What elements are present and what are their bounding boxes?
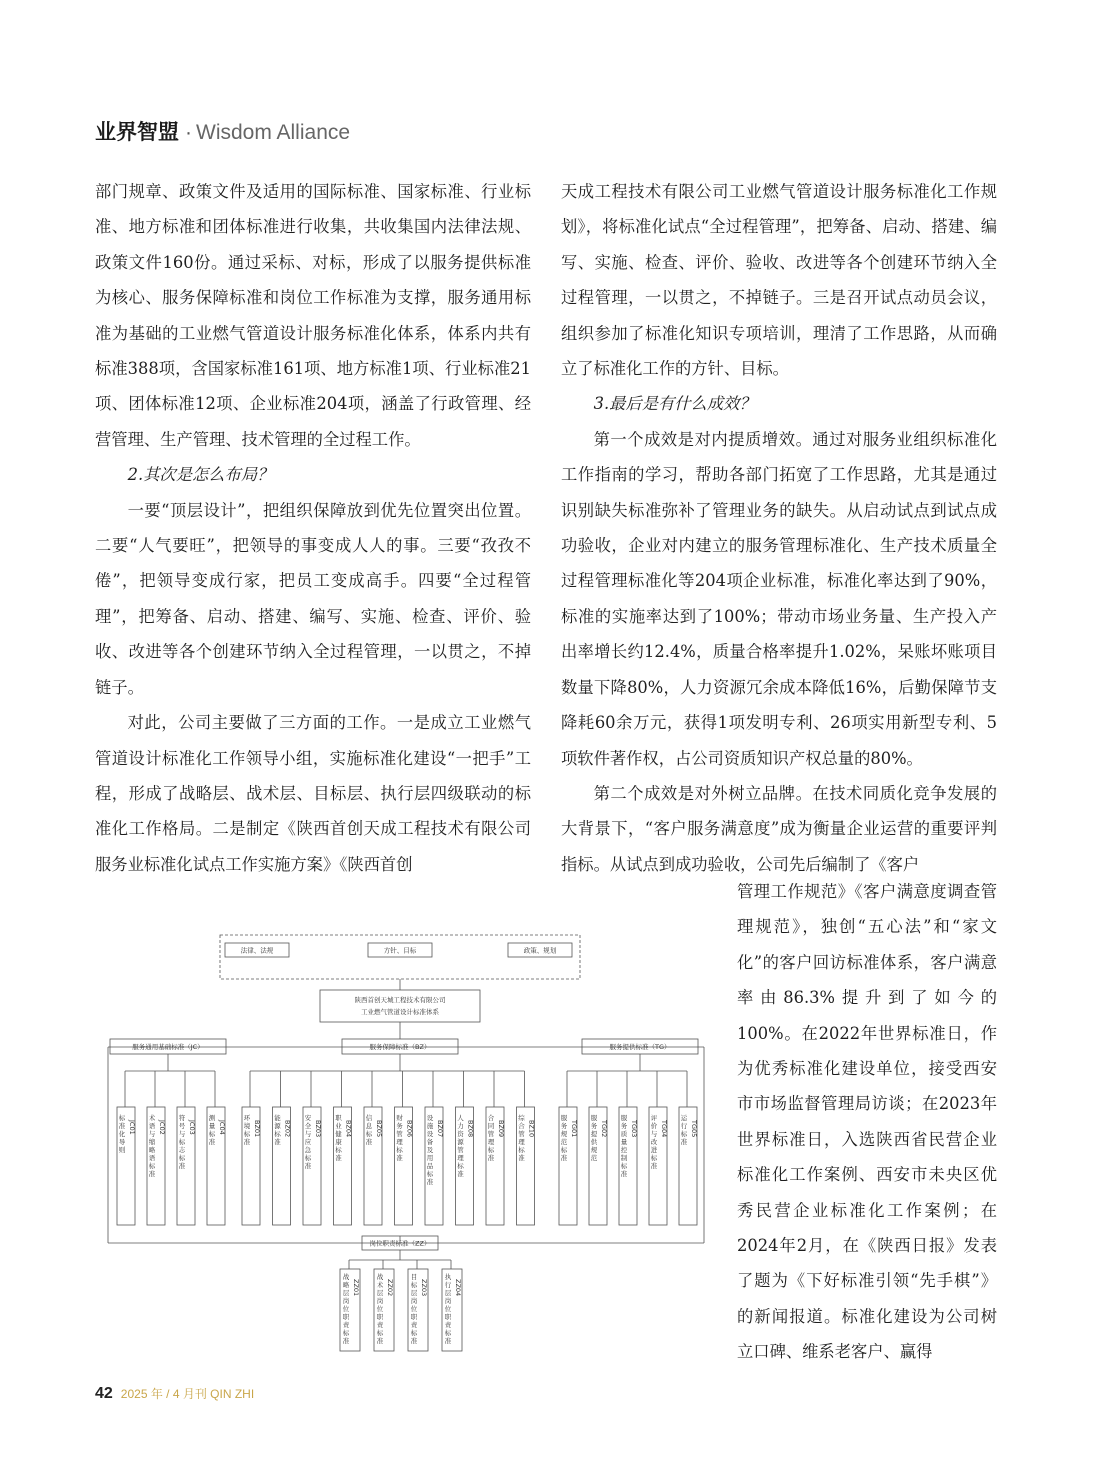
bz-standard-label-2-code: BZ03 (314, 1120, 322, 1138)
zz-standard-label-3-char: 责 (444, 1321, 452, 1329)
zz-standard-label-3-char: 执 (444, 1273, 452, 1281)
bz-standard-label-7-char: 标 (457, 1162, 464, 1170)
zz-standard-label-2-char: 岗 (410, 1297, 418, 1305)
bz-standard-label-4-char: 准 (365, 1138, 373, 1146)
bz-standard-label-6-char: 施 (426, 1122, 434, 1130)
page-number: 42 (95, 1385, 113, 1402)
zz-standard-label-2-char: 准 (410, 1337, 418, 1345)
tg-standard-label-2-char: 服 (620, 1114, 628, 1122)
bz-standard-label-0-char: 境 (243, 1122, 251, 1130)
tg-standard-label-4-char: 运 (680, 1114, 688, 1122)
left-paragraph-1: 部门规章、政策文件及适用的国际标准、国家标准、行业标准、地方标准和团体标准进行收集，共收集国内法律法规、政策文件160份。通过采标、对标，形成了以服务提供标准为核心、服务保障标准和岗位工作标准为支撑，服务通用标准为基础的工业燃气管道设计服务标准化体系，体系内共有标准388项，含国家标准161项、地方标准1项、行业标准21项、团体标准12项、企业标准204项，涵盖了行政管理、经营管理、生产管理、技术管理的全过程工作。 (95, 182, 531, 449)
tg-standard-label-0-code: TG01 (570, 1120, 578, 1138)
bz-standard-label-4-char: 信 (365, 1114, 373, 1122)
bz-standard-label-2-char: 全 (304, 1122, 312, 1130)
zz-standard-label-0-char: 岗 (342, 1297, 350, 1305)
jc-standard-label-2-char: 号 (178, 1122, 186, 1130)
bz-standard-label-6-code: BZ07 (436, 1120, 444, 1138)
bz-standard-label-3-char: 健 (335, 1130, 342, 1138)
bz-standard-label-8-char: 合 (487, 1114, 495, 1122)
right-column (561, 174, 997, 882)
right-paragraph-3: 第二个成效是对外树立品牌。在技术同质化竞争发展的大背景下，“客户服务满意度”成为衡量企业运营的重要评判指标。从试点到成功验收，公司先后编制了《客户 (561, 783, 997, 874)
zz-standard-label-0-char: 标 (342, 1329, 350, 1337)
bz-standard-label-6-char: 准 (426, 1178, 434, 1186)
zz-standard-label-3-char: 岗 (444, 1297, 452, 1305)
top-input-label-1: 方针、目标 (383, 946, 417, 955)
jc-standard-label-2-char: 标 (178, 1154, 186, 1162)
tg-standard-label-2-char: 制 (620, 1154, 628, 1162)
section-title-en: Wisdom Alliance (196, 121, 351, 144)
tg-standard-label-2-char: 质 (620, 1130, 628, 1138)
standard-system-diagram (100, 925, 712, 1365)
issue-info: 2025 年 / 4 月刊 QIN ZHI (120, 1387, 255, 1401)
zz-standard-label-3-char: 位 (444, 1305, 452, 1313)
zz-standard-label-0-char: 战 (342, 1273, 350, 1281)
tg-standard-label-0-char: 准 (560, 1154, 568, 1162)
zz-standard-label-3-char: 层 (444, 1289, 452, 1297)
jc-standard-label-3-code: JC04 (218, 1120, 226, 1135)
bz-standard-label-8-char: 标 (487, 1146, 495, 1154)
jc-standard-label-1-char: 语 (148, 1122, 156, 1130)
bz-standard-label-7-char: 理 (457, 1154, 464, 1162)
tg-standard-label-1-char: 供 (590, 1138, 598, 1146)
bz-standard-label-1-code: BZ02 (283, 1120, 292, 1138)
tg-standard-label-4-code: TG05 (690, 1120, 698, 1138)
zz-standard-label-3-char: 标 (444, 1329, 452, 1337)
bz-standard-label-3-char: 业 (335, 1122, 342, 1130)
tg-standard-label-2-char: 务 (620, 1122, 628, 1130)
tg-standard-label-2-char: 标 (620, 1162, 628, 1170)
jc-standard-label-2-char: 与 (178, 1130, 186, 1138)
bz-standard-label-7-char: 准 (457, 1170, 464, 1178)
jc-standard-label-1-char: 准 (148, 1170, 156, 1178)
jc-standard-label-3-char: 量 (208, 1122, 216, 1130)
left-column (95, 174, 531, 882)
zz-standard-label-2-char: 目 (410, 1273, 418, 1281)
right-column-wrap (737, 874, 997, 1370)
bz-standard-label-8-char: 理 (487, 1138, 495, 1146)
bz-standard-label-9-char: 标 (518, 1146, 525, 1154)
right-subheading: 3.最后是有什么成效？ (593, 394, 756, 414)
bz-standard-label-7-char: 力 (457, 1122, 464, 1130)
bz-standard-label-6-char: 品 (426, 1162, 434, 1170)
zz-standard-label-2-char: 职 (410, 1313, 418, 1321)
bz-standard-label-6-char: 及 (426, 1146, 434, 1154)
bz-standard-label-4-char: 标 (365, 1130, 373, 1138)
right-paragraph-1: 天成工程技术有限公司工业燃气管道设计服务标准化工作规划》，将标准化试点“全过程管理”，把筹备、启动、搭建、编写、实施、检查、评价、验收、改进等各个创建环节纳入全过程管理，一以贯之，不掉链子。三是召开试点动员会议，组织参加了标准化知识专项培训，理清了工作思路，从而确立了标准化工作的方针、目标。 (561, 182, 997, 379)
tg-standard-label-1-char: 服 (590, 1114, 598, 1122)
tg-standard-label-1-char: 提 (590, 1130, 598, 1138)
section-title-cn: 业界智盟 (95, 120, 179, 144)
bz-standard-label-3-code: BZ04 (344, 1120, 353, 1138)
tg-standard-label-1-char: 规 (590, 1146, 598, 1154)
zz-standard-label-1-char: 责 (376, 1321, 384, 1329)
bz-standard-label-5-char: 理 (396, 1138, 403, 1146)
bz-standard-label-9-code: BZ10 (527, 1120, 536, 1138)
jc-standard-label-1-char: 与 (148, 1130, 156, 1138)
tg-standard-label-0-char: 标 (560, 1146, 568, 1154)
bz-standard-label-5-char: 财 (396, 1114, 403, 1122)
left-subheading: 2.其次是怎么布局？ (127, 465, 274, 485)
zz-standard-label-0-char: 位 (342, 1305, 350, 1313)
zz-standard-label-2-code: ZZ03 (420, 1279, 428, 1297)
bz-standard-label-6-char: 标 (426, 1170, 434, 1178)
zz-standard-label-3-char: 行 (444, 1281, 452, 1289)
zz-standard-label-0-char: 略 (342, 1281, 350, 1289)
bz-standard-label-0-code: BZ01 (253, 1120, 261, 1138)
zz-standard-label-0-code: ZZ01 (352, 1279, 360, 1297)
jc-standard-label-1-char: 略 (148, 1146, 156, 1154)
zz-standard-label-2-char: 位 (410, 1305, 418, 1313)
zz-standard-label-2-char: 标 (410, 1281, 418, 1289)
bz-standard-label-1-char: 能 (274, 1114, 281, 1122)
title-separator: · (185, 121, 192, 144)
bz-standard-label-2-char: 与 (304, 1130, 312, 1138)
jc-standard-label-3-char: 测 (208, 1114, 216, 1122)
jc-standard-label-0-code: JC01 (128, 1120, 136, 1135)
bz-standard-label-5-code: BZ06 (405, 1120, 414, 1138)
bz-standard-label-6-char: 备 (426, 1138, 434, 1146)
zz-standard-label-1-char: 职 (376, 1313, 384, 1321)
jc-standard-label-0-char: 化 (118, 1130, 126, 1138)
bz-standard-label-1-char: 准 (274, 1138, 281, 1146)
jc-standard-label-1-code: JC02 (158, 1120, 166, 1135)
zz-standard-label-2-char: 标 (410, 1329, 418, 1337)
zz-standard-label-1-code: ZZ02 (386, 1279, 394, 1297)
bz-standard-label-9-char: 综 (518, 1114, 525, 1122)
tg-standard-label-3-code: TG04 (660, 1120, 668, 1138)
bz-standard-label-2-char: 急 (304, 1146, 312, 1154)
bz-standard-label-5-char: 务 (396, 1122, 403, 1130)
jc-standard-label-2-char: 符 (178, 1114, 186, 1122)
bz-standard-label-2-char: 标 (304, 1154, 312, 1162)
tg-standard-label-2-code: TG03 (630, 1120, 638, 1138)
zz-standard-label-3-char: 准 (444, 1337, 452, 1345)
bz-standard-label-0-char: 标 (243, 1130, 251, 1138)
bz-standard-label-5-char: 标 (396, 1146, 403, 1154)
bz-standard-label-6-char: 设 (426, 1130, 434, 1138)
jc-standard-label-3-char: 准 (208, 1138, 216, 1146)
bz-standard-label-3-char: 标 (335, 1146, 342, 1154)
bz-standard-label-1-char: 源 (274, 1122, 281, 1130)
bz-standard-label-6-char: 用 (426, 1154, 434, 1162)
bz-standard-label-8-code: BZ09 (497, 1120, 505, 1138)
bz-standard-label-9-char: 准 (518, 1154, 525, 1162)
zz-standard-label-1-char: 准 (376, 1337, 384, 1345)
zz-standard-label-3-char: 职 (444, 1313, 452, 1321)
system-center-line1: 陕西首创天城工程技术有限公司 (354, 996, 446, 1004)
tg-standard-label-0-char: 务 (560, 1122, 568, 1130)
tg-standard-label-3-char: 标 (650, 1154, 658, 1162)
bz-standard-label-7-code: BZ08 (466, 1120, 475, 1138)
tg-standard-label-2-char: 控 (620, 1146, 628, 1154)
bz-standard-label-9-char: 理 (518, 1138, 525, 1146)
tg-standard-label-4-char: 标 (680, 1130, 688, 1138)
top-input-label-2: 政策、规划 (523, 946, 557, 955)
tg-standard-label-4-char: 行 (680, 1122, 688, 1130)
system-center-line2: 工业燃气管道设计标准体系 (361, 1008, 439, 1016)
branch-label-0: 服务通用基础标准（JC） (132, 1043, 204, 1051)
zz-standard-label-1-char: 战 (376, 1273, 384, 1281)
branch-label-2: 服务提供标准（TG） (609, 1043, 671, 1051)
bz-standard-label-6-char: 设 (426, 1114, 434, 1122)
tg-standard-label-3-char: 改 (650, 1138, 658, 1146)
bz-standard-label-8-char: 同 (487, 1122, 495, 1130)
jc-standard-label-2-code: JC03 (188, 1120, 196, 1135)
bz-standard-label-7-char: 资 (457, 1130, 464, 1138)
zz-standard-label-0-char: 责 (342, 1321, 350, 1329)
system-center-box (320, 990, 480, 1022)
section-header (95, 116, 350, 146)
zz-standard-label-1-char: 位 (376, 1305, 384, 1313)
tg-standard-label-3-char: 进 (650, 1146, 658, 1154)
bz-standard-label-0-char: 准 (243, 1138, 251, 1146)
zz-standard-label-2-char: 责 (410, 1321, 418, 1329)
jc-standard-label-1-char: 缩 (148, 1138, 156, 1146)
page-footer (95, 1385, 254, 1403)
top-input-label-0: 法律、法规 (240, 946, 274, 955)
bz-standard-label-9-char: 管 (518, 1130, 525, 1138)
tg-standard-label-1-char: 范 (590, 1154, 598, 1162)
zz-standard-label-1-char: 层 (376, 1289, 384, 1297)
bz-standard-label-5-char: 准 (396, 1154, 403, 1162)
left-paragraph-3: 对此，公司主要做了三方面的工作。一是成立工业燃气管道设计标准化工作领导小组，实施标准化建设“一把手”工程，形成了战略层、战术层、目标层、执行层四级联动的标准化工作格局。二是制定《陕西首创天成工程技术有限公司服务业标准化试点工作实施方案》《陕西首创 (95, 713, 531, 874)
bz-standard-label-4-code: BZ05 (375, 1120, 383, 1138)
tg-standard-label-3-char: 价 (650, 1122, 658, 1130)
zz-standard-label-1-char: 标 (376, 1329, 384, 1337)
bz-standard-label-0-char: 环 (243, 1114, 251, 1122)
right-paragraph-2: 第一个成效是对内提质增效。通过对服务业组织标准化工作指南的学习，帮助各部门拓宽了工作思路，尤其是通过识别缺失标准弥补了管理业务的缺失。从启动试点到试点成功验收，企业对内建立的服务管理标准化、生产技术质量全过程管理标准化等204项企业标准，标准化率达到了90%，标准的实施率达到了100%；带动市场业务量、生产投入产出率增长约12.4%，质量合格率提升1.02%，呆账坏账项目数量下降80%，人力资源冗余成本降低16%，后勤保障节支降耗60余万元，获得1项发明专利、26项实用新型专利、5项软件著作权，占公司资质知识产权总量的80%。 (561, 429, 997, 768)
jc-standard-label-2-char: 标 (178, 1138, 186, 1146)
bz-standard-label-4-char: 息 (365, 1122, 373, 1130)
left-paragraph-2: 一要“顶层设计”，把组织保障放到优先位置突出位置。二要“人气要旺”，把领导的事变成人人的事。三要“孜孜不倦”，把领导变成行家，把员工变成高手。四要“全过程管理”，把筹备、启动、搭建、编写、实施、检查、评价、验收、改进等各个创建环节纳入全过程管理，一以贯之，不掉链子。 (95, 500, 531, 697)
bz-standard-label-2-char: 安 (304, 1114, 312, 1122)
jc-standard-label-0-char: 准 (118, 1122, 126, 1130)
tg-standard-label-0-char: 规 (560, 1130, 568, 1138)
tg-standard-label-3-char: 与 (650, 1130, 658, 1138)
bz-standard-label-7-char: 人 (457, 1114, 464, 1122)
jc-standard-label-3-char: 标 (208, 1130, 216, 1138)
right-paragraph-4: 管理工作规范》《客户满意度调查管理规范》，独创“五心法”和“家文化”的客户回访标准体系，客户满意率由86.3%提升到了如今的100%。在2022年世界标准日，作为优秀标准化建设单位，接受西安市市场监督管理局访谈；在2023年世界标准日，入选陕西省民营企业标准化工作案例、西安市未央区优秀民营企业标准化工作案例；在2024年2月，在《陕西日报》发表了题为《下好标准引领“先手棋”》的新闻报道。标准化建设为公司树立口碑、维系老客户、赢得 (737, 882, 997, 1362)
bz-standard-label-3-char: 职 (335, 1114, 342, 1122)
tg-standard-label-3-char: 评 (650, 1114, 658, 1122)
zz-standard-label-1-char: 岗 (376, 1297, 384, 1305)
zz-standard-label-0-char: 层 (342, 1289, 350, 1297)
zz-standard-label-1-char: 术 (376, 1281, 384, 1289)
jc-standard-label-0-char: 则 (118, 1146, 126, 1154)
bz-standard-label-7-char: 源 (457, 1138, 464, 1146)
jc-standard-label-1-char: 术 (148, 1114, 156, 1122)
tg-standard-label-3-char: 准 (650, 1162, 658, 1170)
jc-standard-label-2-char: 准 (178, 1162, 186, 1170)
jc-standard-label-1-char: 标 (148, 1162, 156, 1170)
branch-label-1: 服务保障标准（BZ） (369, 1043, 431, 1051)
jc-standard-label-0-char: 标 (118, 1114, 126, 1122)
bz-standard-label-5-char: 管 (396, 1130, 403, 1138)
bz-standard-label-9-char: 合 (518, 1122, 525, 1130)
tg-standard-label-0-char: 服 (560, 1114, 568, 1122)
bz-standard-label-3-char: 康 (335, 1138, 342, 1146)
bz-standard-label-1-char: 标 (274, 1130, 281, 1138)
bz-standard-label-8-char: 管 (487, 1130, 495, 1138)
zz-standard-label-0-char: 准 (342, 1337, 350, 1345)
jc-standard-label-2-char: 志 (178, 1146, 186, 1154)
bz-standard-label-8-char: 准 (487, 1154, 495, 1162)
tg-standard-label-0-char: 范 (560, 1138, 568, 1146)
tg-standard-label-1-code: TG02 (600, 1120, 608, 1138)
tg-standard-label-1-char: 务 (590, 1122, 598, 1130)
zz-standard-label-3-code: ZZ04 (454, 1279, 462, 1297)
tg-standard-label-4-char: 准 (680, 1138, 688, 1146)
tg-standard-label-2-char: 准 (620, 1170, 628, 1178)
bz-standard-label-2-char: 应 (304, 1138, 312, 1146)
zz-standard-label-2-char: 层 (410, 1289, 418, 1297)
tg-standard-label-2-char: 量 (620, 1138, 628, 1146)
jc-standard-label-1-char: 语 (148, 1154, 156, 1162)
bz-standard-label-2-char: 准 (304, 1162, 312, 1170)
zz-standard-label-0-char: 职 (342, 1313, 350, 1321)
bz-standard-label-3-char: 准 (335, 1154, 342, 1162)
bz-standard-label-7-char: 管 (457, 1146, 464, 1154)
jc-standard-label-0-char: 导 (118, 1138, 126, 1146)
zz-label: 岗位职责标准（ZZ） (369, 1239, 431, 1248)
